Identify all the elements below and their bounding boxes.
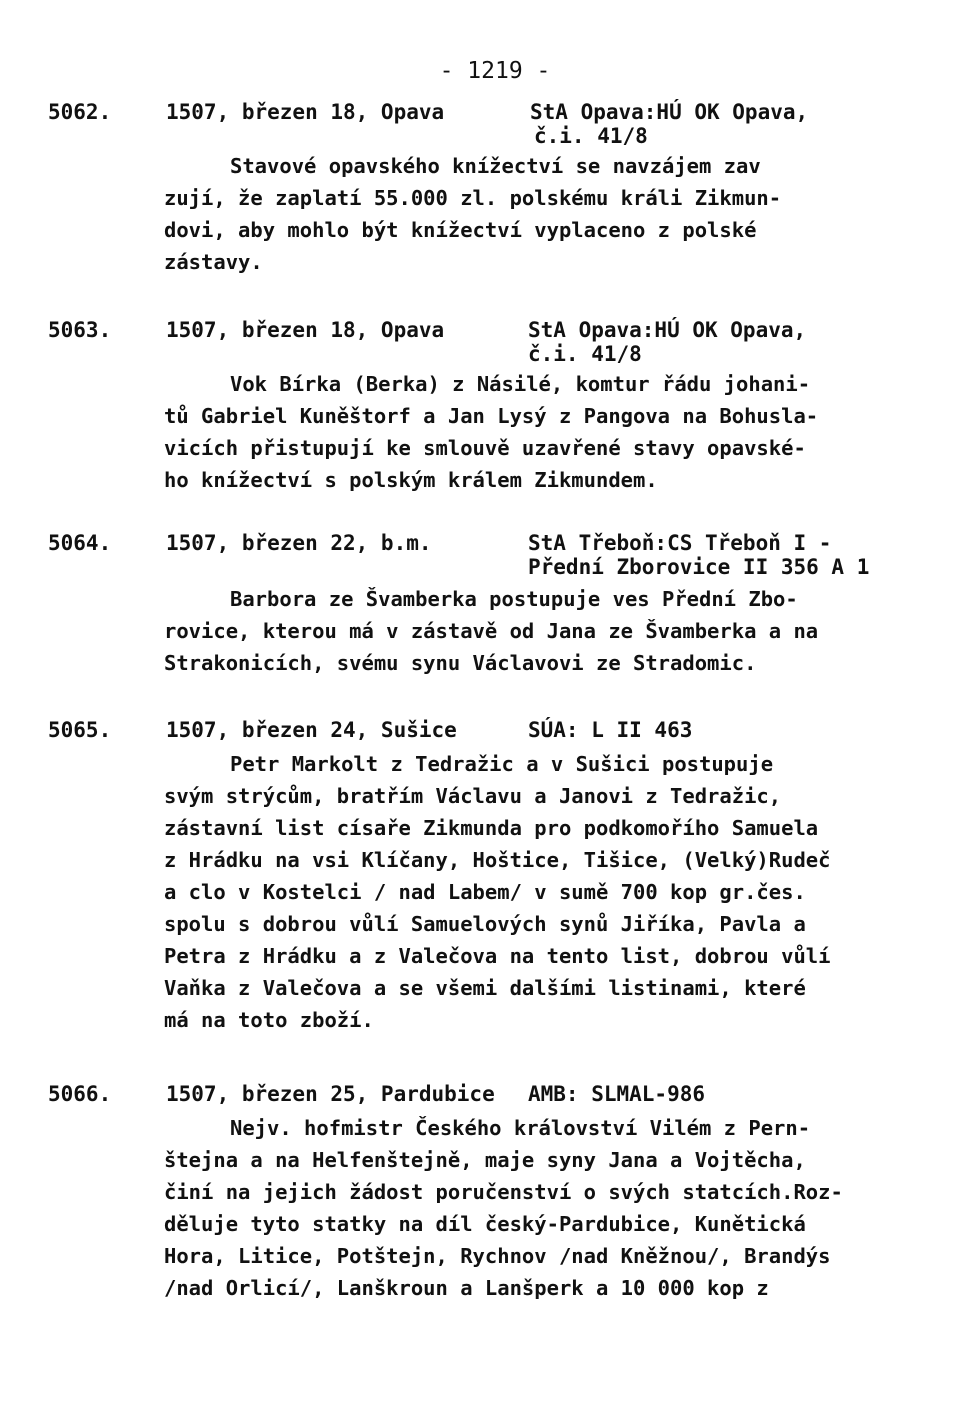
text-line: tů Gabriel Kuněštorf a Jan Lysý z Pangova na Bohusla- <box>164 404 819 428</box>
entry-number: 5065. <box>48 718 112 742</box>
text-line: děluje tyto statky na díl český-Pardubice, Kunětická <box>164 1212 806 1236</box>
page-number: - 1219 - <box>439 58 551 84</box>
source-line: SÚA: L II 463 <box>528 718 693 742</box>
text-line: vicích přistupují ke smlouvě uzavřené stavy opavské- <box>164 436 806 460</box>
text-line: činí na jejich žádost poručenství o svých statcích.Roz- <box>164 1180 843 1204</box>
source-line: č.i. 41/8 <box>534 124 648 148</box>
text-line: Petra z Hrádku a z Valečova na tento list, dobrou vůlí <box>164 944 831 968</box>
text-line: svým strýcům, bratřím Václavu a Janovi z Tedražic, <box>164 784 782 808</box>
entry-date-place: 1507, březen 25, Pardubice <box>166 1082 495 1106</box>
entry-source <box>528 318 806 366</box>
entry-text <box>164 583 894 679</box>
text-line: Petr Markolt z Tedražic a v Sušici postupuje <box>230 752 774 776</box>
source-line: StA Opava:HÚ OK Opava, <box>528 318 807 342</box>
text-line: Barbora ze Švamberka postupuje ves Přední Zbo- <box>230 587 798 611</box>
entry-source <box>528 718 692 742</box>
text-line: Strakonicích, svému synu Václavovi ze Stradomic. <box>164 651 757 675</box>
text-line: má na toto zboží. <box>164 1008 374 1032</box>
entry-text <box>164 368 894 496</box>
entry-source <box>530 100 808 148</box>
text-line: /nad Orlicí/, Lanškroun a Lanšperk a 10 000 kop z <box>164 1276 769 1300</box>
source-line: StA Třeboň:CS Třeboň I - <box>528 531 832 555</box>
text-line: zástavní list císaře Zikmunda pro podkomořího Samuela <box>164 816 819 840</box>
entry-date-place: 1507, březen 18, Opava <box>166 100 445 124</box>
text-line: rovice, kterou má v zástavě od Jana ze Švamberka a na <box>164 619 819 643</box>
entry-source <box>528 1082 705 1106</box>
text-line: zují, že zaplatí 55.000 zl. polskému králi Zikmun- <box>164 186 782 210</box>
text-line: z Hrádku na vsi Klíčany, Hoštice, Tišice, (Velký)Rudeč <box>164 848 831 872</box>
text-line: Hora, Litice, Potštejn, Rychnov /nad Kněžnou/, Brandýs <box>164 1244 831 1268</box>
entry-number: 5063. <box>48 318 112 342</box>
entry-date-place: 1507, březen 24, Sušice <box>166 718 457 742</box>
text-line: Vok Bírka (Berka) z Násilé, komtur řádu johani- <box>230 372 811 396</box>
text-line: a clo v Kostelci / nad Labem/ v sumě 700 kop gr.čes. <box>164 880 806 904</box>
text-line: spolu s dobrou vůlí Samuelových synů Jiříka, Pavla a <box>164 912 806 936</box>
source-line: Přední Zborovice II 356 A 1 <box>528 555 870 579</box>
entry-number: 5066. <box>48 1082 112 1106</box>
entry-text <box>164 748 894 1036</box>
text-line: Nejv. hofmistr Českého království Vilém z Pern- <box>230 1116 811 1140</box>
entry-date-place: 1507, březen 22, b.m. <box>166 531 432 555</box>
source-line: StA Opava:HÚ OK Opava, <box>530 100 809 124</box>
entry-date-place: 1507, březen 18, Opava <box>166 318 445 342</box>
entry-number: 5064. <box>48 531 112 555</box>
text-line: štejna a na Helfenštejně, maje syny Jana a Vojtěcha, <box>164 1148 806 1172</box>
entry-text <box>164 150 894 278</box>
text-line: zástavy. <box>164 250 263 274</box>
source-line: č.i. 41/8 <box>528 342 642 366</box>
entry-number: 5062. <box>48 100 112 124</box>
text-line: Vaňka z Valečova a se všemi dalšími listinami, které <box>164 976 806 1000</box>
text-line: ho knížectví s polským králem Zikmundem. <box>164 468 658 492</box>
text-line: dovi, aby mohlo být knížectví vyplaceno z polské <box>164 218 757 242</box>
text-line: Stavové opavského knížectví se navzájem zav <box>230 154 761 178</box>
entry-text <box>164 1112 894 1304</box>
entry-source <box>528 531 869 579</box>
source-line: AMB: SLMAL-986 <box>528 1082 706 1106</box>
